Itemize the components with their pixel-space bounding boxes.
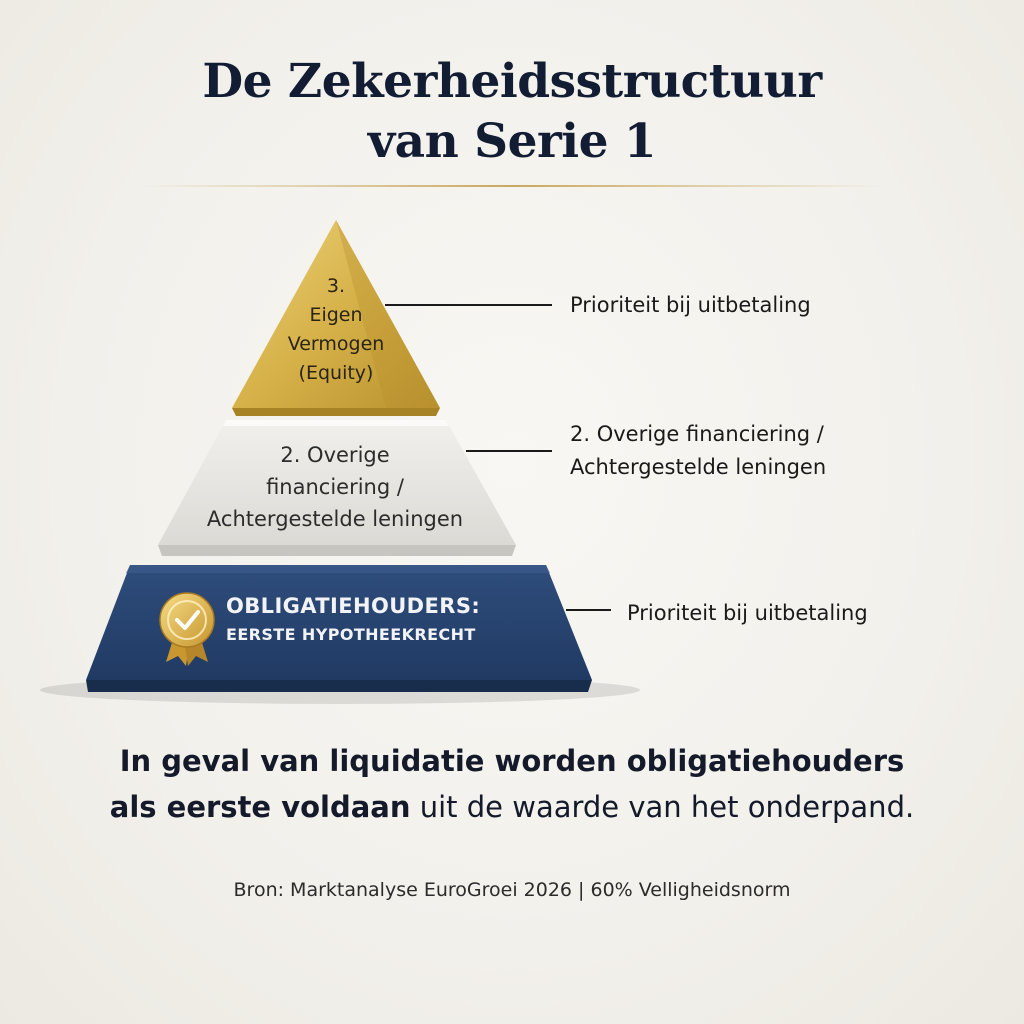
- tier-3-label: [246, 272, 426, 388]
- statement-line-2-bold: als eerste voldaan: [109, 790, 411, 824]
- tier-3-line-1: Eigen: [309, 304, 363, 326]
- tier-1-line-1: OBLIGATIEHOUDERS:: [226, 594, 481, 618]
- liquidation-statement: [0, 738, 1024, 830]
- tier-2-label: [170, 439, 500, 535]
- source-note: Bron: Marktanalyse EuroGroei 2026 | 60% Velligheidsnorm: [233, 879, 791, 901]
- tier-2-line-1: 2. Overige: [280, 443, 390, 467]
- statement-line-2: [0, 784, 1024, 830]
- title-line-2: van Serie 1: [367, 114, 657, 169]
- side-label-middle-line-2: Achtergestelde leningen: [570, 455, 827, 479]
- side-label-top: Prioriteit bij uitbetaling: [570, 293, 811, 317]
- tier-3-number: 3.: [326, 275, 346, 297]
- statement-line-2-rest: uit de waarde van het onderpand.: [410, 790, 915, 824]
- statement-line-1: In geval van liquidatie worden obligatiehouders: [119, 744, 905, 778]
- tier-3-line-2: Vermogen: [287, 333, 385, 355]
- tier-2-line-3: Achtergestelde leningen: [206, 507, 464, 531]
- tier-1-line-2: EERSTE HYPOTHEEKRECHT: [226, 625, 476, 644]
- side-label-middle-line-1: 2. Overige financiering /: [570, 422, 824, 446]
- tier-3-line-3: (Equity): [298, 362, 374, 384]
- side-label-bottom: Prioriteit bij uitbetaling: [627, 601, 868, 625]
- tier-2-line-2: financiering /: [266, 475, 404, 499]
- side-label-middle: [570, 418, 826, 484]
- tier-1-label: [226, 591, 526, 649]
- title-line-1: De Zekerheidsstructuur: [202, 54, 822, 109]
